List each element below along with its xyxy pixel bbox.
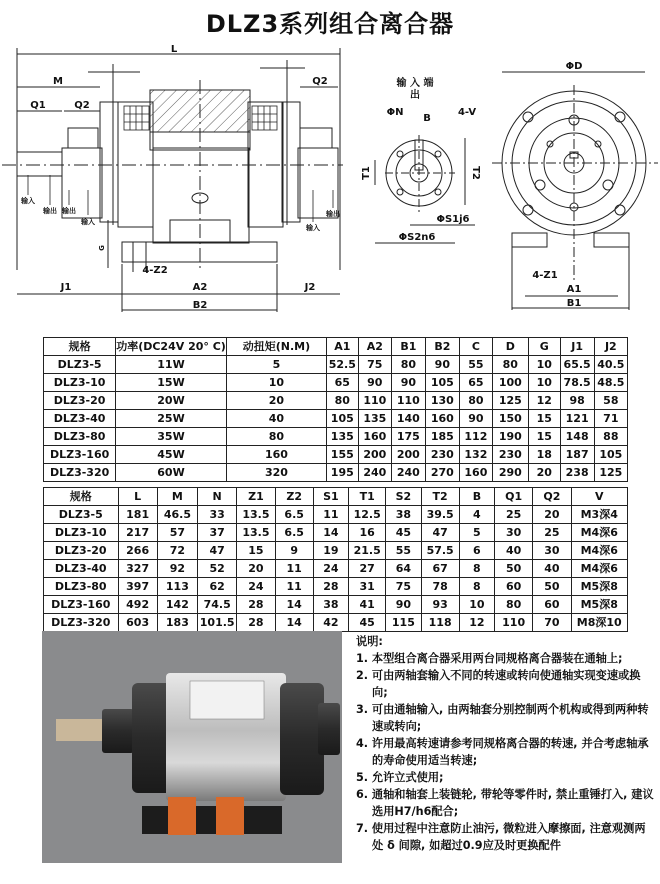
label-end-io: 输 入 端 bbox=[396, 78, 434, 89]
value-cell: 80 bbox=[492, 356, 528, 374]
value-cell: 15 bbox=[528, 428, 560, 446]
value-cell: 15 bbox=[237, 542, 275, 560]
dim-M: M bbox=[53, 76, 63, 87]
dim-A1: A1 bbox=[566, 284, 582, 295]
value-cell: 10 bbox=[528, 356, 560, 374]
value-cell: M5深8 bbox=[571, 578, 628, 596]
value-cell: 110 bbox=[392, 392, 426, 410]
value-cell: 90 bbox=[358, 374, 392, 392]
value-cell: 57.5 bbox=[421, 542, 459, 560]
value-cell: 240 bbox=[392, 464, 426, 482]
table-row bbox=[44, 446, 628, 464]
page-title: DLZ3系列组合离合器 bbox=[205, 10, 455, 38]
dim-Q2-left: Q2 bbox=[74, 100, 90, 111]
value-cell: 135 bbox=[327, 428, 358, 446]
value-cell: 27 bbox=[349, 560, 386, 578]
value-cell: 132 bbox=[460, 446, 493, 464]
col-header: M bbox=[157, 488, 197, 506]
value-cell: 50 bbox=[495, 560, 533, 578]
label-end-out: 出 bbox=[410, 90, 420, 101]
value-cell: 12 bbox=[459, 614, 494, 632]
value-cell: 14 bbox=[313, 524, 348, 542]
col-header: Z2 bbox=[275, 488, 313, 506]
value-cell: M4深6 bbox=[571, 560, 628, 578]
value-cell: 38 bbox=[386, 506, 421, 524]
value-cell: 52.5 bbox=[327, 356, 358, 374]
value-cell: 60 bbox=[533, 596, 571, 614]
col-header: B2 bbox=[425, 338, 459, 356]
value-cell: 266 bbox=[118, 542, 157, 560]
col-header: J1 bbox=[560, 338, 594, 356]
value-cell: 14 bbox=[275, 614, 313, 632]
table-header-row bbox=[44, 338, 628, 356]
dim-phi-D: ΦD bbox=[565, 61, 583, 72]
value-cell: 230 bbox=[492, 446, 528, 464]
value-cell: 105 bbox=[425, 374, 459, 392]
model-cell: DLZ3-40 bbox=[44, 410, 116, 428]
col-header: L bbox=[118, 488, 157, 506]
value-cell: 105 bbox=[594, 446, 627, 464]
value-cell: 20W bbox=[116, 392, 227, 410]
value-cell: 8 bbox=[459, 578, 494, 596]
value-cell: 160 bbox=[425, 410, 459, 428]
clutch-photo-illustration bbox=[42, 631, 342, 863]
value-cell: 90 bbox=[386, 596, 421, 614]
value-cell: 98 bbox=[560, 392, 594, 410]
value-cell: 50 bbox=[533, 578, 571, 596]
value-cell: 195 bbox=[327, 464, 358, 482]
value-cell: 90 bbox=[392, 374, 426, 392]
dim-B: B bbox=[423, 113, 431, 124]
value-cell: 6.5 bbox=[275, 506, 313, 524]
value-cell: 11W bbox=[116, 356, 227, 374]
value-cell: 47 bbox=[198, 542, 237, 560]
label-output-2: 输出 bbox=[62, 207, 76, 215]
value-cell: 230 bbox=[425, 446, 459, 464]
dim-J1: J1 bbox=[60, 282, 72, 293]
col-header: A1 bbox=[327, 338, 358, 356]
label-output-3: 输出 bbox=[326, 210, 340, 218]
value-cell: 92 bbox=[157, 560, 197, 578]
value-cell: 238 bbox=[560, 464, 594, 482]
value-cell: 11 bbox=[313, 506, 348, 524]
value-cell: 45W bbox=[116, 446, 227, 464]
value-cell: 110 bbox=[358, 392, 392, 410]
value-cell: 110 bbox=[495, 614, 533, 632]
value-cell: 175 bbox=[392, 428, 426, 446]
value-cell: 100 bbox=[492, 374, 528, 392]
col-header: J2 bbox=[594, 338, 627, 356]
value-cell: 72 bbox=[157, 542, 197, 560]
value-cell: 290 bbox=[492, 464, 528, 482]
value-cell: 240 bbox=[358, 464, 392, 482]
model-cell: DLZ3-160 bbox=[44, 446, 116, 464]
value-cell: 11 bbox=[275, 578, 313, 596]
value-cell: 8 bbox=[459, 560, 494, 578]
spec-table-electrical bbox=[43, 337, 628, 482]
col-header: Q1 bbox=[495, 488, 533, 506]
col-header: C bbox=[460, 338, 493, 356]
value-cell: 41 bbox=[349, 596, 386, 614]
value-cell: 185 bbox=[425, 428, 459, 446]
value-cell: 28 bbox=[313, 578, 348, 596]
value-cell: 105 bbox=[327, 410, 358, 428]
value-cell: 55 bbox=[386, 542, 421, 560]
table-row bbox=[44, 524, 628, 542]
value-cell: 603 bbox=[118, 614, 157, 632]
value-cell: 160 bbox=[226, 446, 326, 464]
value-cell: 48.5 bbox=[594, 374, 627, 392]
model-cell: DLZ3-40 bbox=[44, 560, 119, 578]
dim-phi-N: ΦN bbox=[386, 107, 404, 118]
table-row bbox=[44, 506, 628, 524]
dim-J2: J2 bbox=[304, 282, 316, 293]
value-cell: 75 bbox=[358, 356, 392, 374]
value-cell: 35W bbox=[116, 428, 227, 446]
value-cell: 21.5 bbox=[349, 542, 386, 560]
value-cell: 30 bbox=[533, 542, 571, 560]
dim-4-Z1: 4-Z1 bbox=[532, 270, 558, 281]
value-cell: M5深8 bbox=[571, 596, 628, 614]
value-cell: 31 bbox=[349, 578, 386, 596]
value-cell: 200 bbox=[392, 446, 426, 464]
value-cell: M8深10 bbox=[571, 614, 628, 632]
value-cell: 75 bbox=[386, 578, 421, 596]
value-cell: 217 bbox=[118, 524, 157, 542]
model-cell: DLZ3-80 bbox=[44, 578, 119, 596]
value-cell: 112 bbox=[460, 428, 493, 446]
col-header: G bbox=[528, 338, 560, 356]
value-cell: 52 bbox=[198, 560, 237, 578]
value-cell: 90 bbox=[425, 356, 459, 374]
value-cell: 19 bbox=[313, 542, 348, 560]
value-cell: 125 bbox=[492, 392, 528, 410]
value-cell: 24 bbox=[313, 560, 348, 578]
value-cell: 142 bbox=[157, 596, 197, 614]
value-cell: 150 bbox=[492, 410, 528, 428]
value-cell: 16 bbox=[349, 524, 386, 542]
value-cell: 9 bbox=[275, 542, 313, 560]
product-photo bbox=[42, 631, 342, 863]
value-cell: 40 bbox=[533, 560, 571, 578]
col-header: 功率(DC24V 20° C) bbox=[116, 338, 227, 356]
table-row bbox=[44, 356, 628, 374]
value-cell: 38 bbox=[313, 596, 348, 614]
value-cell: 88 bbox=[594, 428, 627, 446]
value-cell: 42 bbox=[313, 614, 348, 632]
value-cell: 6.5 bbox=[275, 524, 313, 542]
model-cell: DLZ3-10 bbox=[44, 524, 119, 542]
note-item: 1. 本型组合离合器采用两台同规格离合器装在通轴上; bbox=[356, 652, 623, 665]
col-header: T1 bbox=[349, 488, 386, 506]
dim-T2: T2 bbox=[470, 166, 481, 180]
value-cell: 10 bbox=[459, 596, 494, 614]
value-cell: 101.5 bbox=[198, 614, 237, 632]
value-cell: 46.5 bbox=[157, 506, 197, 524]
dim-B2: B2 bbox=[192, 300, 208, 311]
value-cell: 80 bbox=[495, 596, 533, 614]
col-header: S1 bbox=[313, 488, 348, 506]
table-row bbox=[44, 560, 628, 578]
value-cell: 78.5 bbox=[560, 374, 594, 392]
value-cell: 30 bbox=[495, 524, 533, 542]
value-cell: 15W bbox=[116, 374, 227, 392]
value-cell: 200 bbox=[358, 446, 392, 464]
note-item: 4. 许用最高转速请参考同规格离合器的转速, 并合考虑轴承的寿命使用适当转速; bbox=[356, 737, 649, 767]
value-cell: M3深4 bbox=[571, 506, 628, 524]
value-cell: 20 bbox=[226, 392, 326, 410]
value-cell: 25W bbox=[116, 410, 227, 428]
value-cell: 20 bbox=[533, 506, 571, 524]
table-row bbox=[44, 596, 628, 614]
model-cell: DLZ3-10 bbox=[44, 374, 116, 392]
col-header: Q2 bbox=[533, 488, 571, 506]
value-cell: 135 bbox=[358, 410, 392, 428]
value-cell: 13.5 bbox=[237, 506, 275, 524]
col-header: B1 bbox=[392, 338, 426, 356]
value-cell: 327 bbox=[118, 560, 157, 578]
dim-A2: A2 bbox=[192, 282, 208, 293]
value-cell: 45 bbox=[386, 524, 421, 542]
value-cell: 78 bbox=[421, 578, 459, 596]
value-cell: 6 bbox=[459, 542, 494, 560]
col-header: D bbox=[492, 338, 528, 356]
col-header: 规格 bbox=[44, 488, 119, 506]
value-cell: 65.5 bbox=[560, 356, 594, 374]
value-cell: 28 bbox=[237, 614, 275, 632]
value-cell: 28 bbox=[237, 596, 275, 614]
value-cell: 24 bbox=[237, 578, 275, 596]
value-cell: 80 bbox=[460, 392, 493, 410]
dim-G: G bbox=[98, 245, 106, 251]
spec-table-dimensions bbox=[43, 487, 628, 632]
value-cell: 62 bbox=[198, 578, 237, 596]
dim-phi-S2n6: ΦS2n6 bbox=[398, 232, 436, 243]
value-cell: 80 bbox=[327, 392, 358, 410]
table-row bbox=[44, 410, 628, 428]
table-row bbox=[44, 374, 628, 392]
value-cell: 58 bbox=[594, 392, 627, 410]
col-header: Z1 bbox=[237, 488, 275, 506]
model-cell: DLZ3-320 bbox=[44, 614, 119, 632]
value-cell: 20 bbox=[528, 464, 560, 482]
value-cell: 60 bbox=[495, 578, 533, 596]
model-cell: DLZ3-20 bbox=[44, 392, 116, 410]
table-header-row bbox=[44, 488, 628, 506]
value-cell: 181 bbox=[118, 506, 157, 524]
value-cell: 12 bbox=[528, 392, 560, 410]
value-cell: 40 bbox=[495, 542, 533, 560]
value-cell: 160 bbox=[460, 464, 493, 482]
value-cell: 115 bbox=[386, 614, 421, 632]
value-cell: 270 bbox=[425, 464, 459, 482]
value-cell: 64 bbox=[386, 560, 421, 578]
value-cell: 320 bbox=[226, 464, 326, 482]
model-cell: DLZ3-5 bbox=[44, 506, 119, 524]
value-cell: 10 bbox=[528, 374, 560, 392]
value-cell: 90 bbox=[460, 410, 493, 428]
note-item: 5. 允许立式使用; bbox=[356, 771, 444, 784]
front-view-drawing bbox=[490, 40, 660, 312]
value-cell: 160 bbox=[358, 428, 392, 446]
table-row bbox=[44, 578, 628, 596]
dim-phi-S1j6: ΦS1j6 bbox=[436, 214, 470, 225]
value-cell: 183 bbox=[157, 614, 197, 632]
table-row bbox=[44, 542, 628, 560]
model-cell: DLZ3-80 bbox=[44, 428, 116, 446]
value-cell: 47 bbox=[421, 524, 459, 542]
value-cell: M4深6 bbox=[571, 542, 628, 560]
value-cell: 113 bbox=[157, 578, 197, 596]
label-input-1: 输入 bbox=[21, 197, 35, 205]
col-header: 规格 bbox=[44, 338, 116, 356]
model-cell: DLZ3-320 bbox=[44, 464, 116, 482]
note-item: 7. 使用过程中注意防止油污, 微粒进入摩擦面, 注意观测两处 δ 间隙, 如超过0.9应及时更换配件 bbox=[356, 822, 646, 852]
value-cell: 93 bbox=[421, 596, 459, 614]
value-cell: 71 bbox=[594, 410, 627, 428]
value-cell: 39.5 bbox=[421, 506, 459, 524]
note-item: 3. 可由通轴输入, 由两轴套分别控制两个机构或得到两种转速或转向; bbox=[356, 703, 649, 733]
notes-heading: 说明: bbox=[356, 635, 383, 648]
value-cell: 80 bbox=[226, 428, 326, 446]
table-row bbox=[44, 614, 628, 632]
dim-L: L bbox=[170, 44, 178, 55]
value-cell: 492 bbox=[118, 596, 157, 614]
value-cell: 33 bbox=[198, 506, 237, 524]
value-cell: 125 bbox=[594, 464, 627, 482]
col-header: A2 bbox=[358, 338, 392, 356]
value-cell: 10 bbox=[226, 374, 326, 392]
model-cell: DLZ3-5 bbox=[44, 356, 116, 374]
value-cell: 25 bbox=[533, 524, 571, 542]
value-cell: 37 bbox=[198, 524, 237, 542]
value-cell: 20 bbox=[237, 560, 275, 578]
dim-T1: T1 bbox=[361, 166, 372, 180]
table-row bbox=[44, 464, 628, 482]
model-cell: DLZ3-160 bbox=[44, 596, 119, 614]
value-cell: 55 bbox=[460, 356, 493, 374]
model-cell: DLZ3-20 bbox=[44, 542, 119, 560]
value-cell: 60W bbox=[116, 464, 227, 482]
col-header: N bbox=[198, 488, 237, 506]
value-cell: M4深6 bbox=[571, 524, 628, 542]
table-row bbox=[44, 428, 628, 446]
value-cell: 121 bbox=[560, 410, 594, 428]
note-item: 2. 可由两轴套输入不同的转速或转向使通轴实现变速或换向; bbox=[356, 669, 641, 699]
value-cell: 74.5 bbox=[198, 596, 237, 614]
value-cell: 18 bbox=[528, 446, 560, 464]
value-cell: 65 bbox=[460, 374, 493, 392]
value-cell: 148 bbox=[560, 428, 594, 446]
value-cell: 80 bbox=[392, 356, 426, 374]
value-cell: 155 bbox=[327, 446, 358, 464]
value-cell: 57 bbox=[157, 524, 197, 542]
note-item: 6. 通轴和轴套上装链轮, 带轮等零件时, 禁止重锤打入, 建议选用H7/h6配合; bbox=[356, 788, 654, 818]
dim-Q1: Q1 bbox=[30, 100, 46, 111]
shaft-end-view-drawing bbox=[355, 40, 490, 270]
col-header: T2 bbox=[421, 488, 459, 506]
value-cell: 40.5 bbox=[594, 356, 627, 374]
col-header: B bbox=[459, 488, 494, 506]
col-header: S2 bbox=[386, 488, 421, 506]
value-cell: 118 bbox=[421, 614, 459, 632]
dim-Q2-right: Q2 bbox=[312, 76, 328, 87]
value-cell: 12.5 bbox=[349, 506, 386, 524]
value-cell: 187 bbox=[560, 446, 594, 464]
value-cell: 130 bbox=[425, 392, 459, 410]
dim-B1: B1 bbox=[566, 298, 582, 309]
col-header: 动扭矩(N.M) bbox=[226, 338, 326, 356]
value-cell: 397 bbox=[118, 578, 157, 596]
side-section-drawing bbox=[0, 40, 345, 312]
value-cell: 5 bbox=[459, 524, 494, 542]
value-cell: 70 bbox=[533, 614, 571, 632]
value-cell: 14 bbox=[275, 596, 313, 614]
value-cell: 67 bbox=[421, 560, 459, 578]
dim-4-Z2: 4-Z2 bbox=[142, 265, 168, 276]
value-cell: 190 bbox=[492, 428, 528, 446]
label-input-2: 输入 bbox=[81, 218, 95, 226]
notes-section bbox=[356, 633, 656, 854]
label-input-3: 输入 bbox=[306, 224, 320, 232]
value-cell: 15 bbox=[528, 410, 560, 428]
table-row bbox=[44, 392, 628, 410]
label-output-1: 输出 bbox=[43, 207, 57, 215]
value-cell: 65 bbox=[327, 374, 358, 392]
value-cell: 5 bbox=[226, 356, 326, 374]
value-cell: 4 bbox=[459, 506, 494, 524]
value-cell: 13.5 bbox=[237, 524, 275, 542]
value-cell: 45 bbox=[349, 614, 386, 632]
value-cell: 11 bbox=[275, 560, 313, 578]
dim-4-V: 4-V bbox=[457, 107, 477, 118]
col-header: V bbox=[571, 488, 628, 506]
value-cell: 40 bbox=[226, 410, 326, 428]
value-cell: 25 bbox=[495, 506, 533, 524]
value-cell: 140 bbox=[392, 410, 426, 428]
